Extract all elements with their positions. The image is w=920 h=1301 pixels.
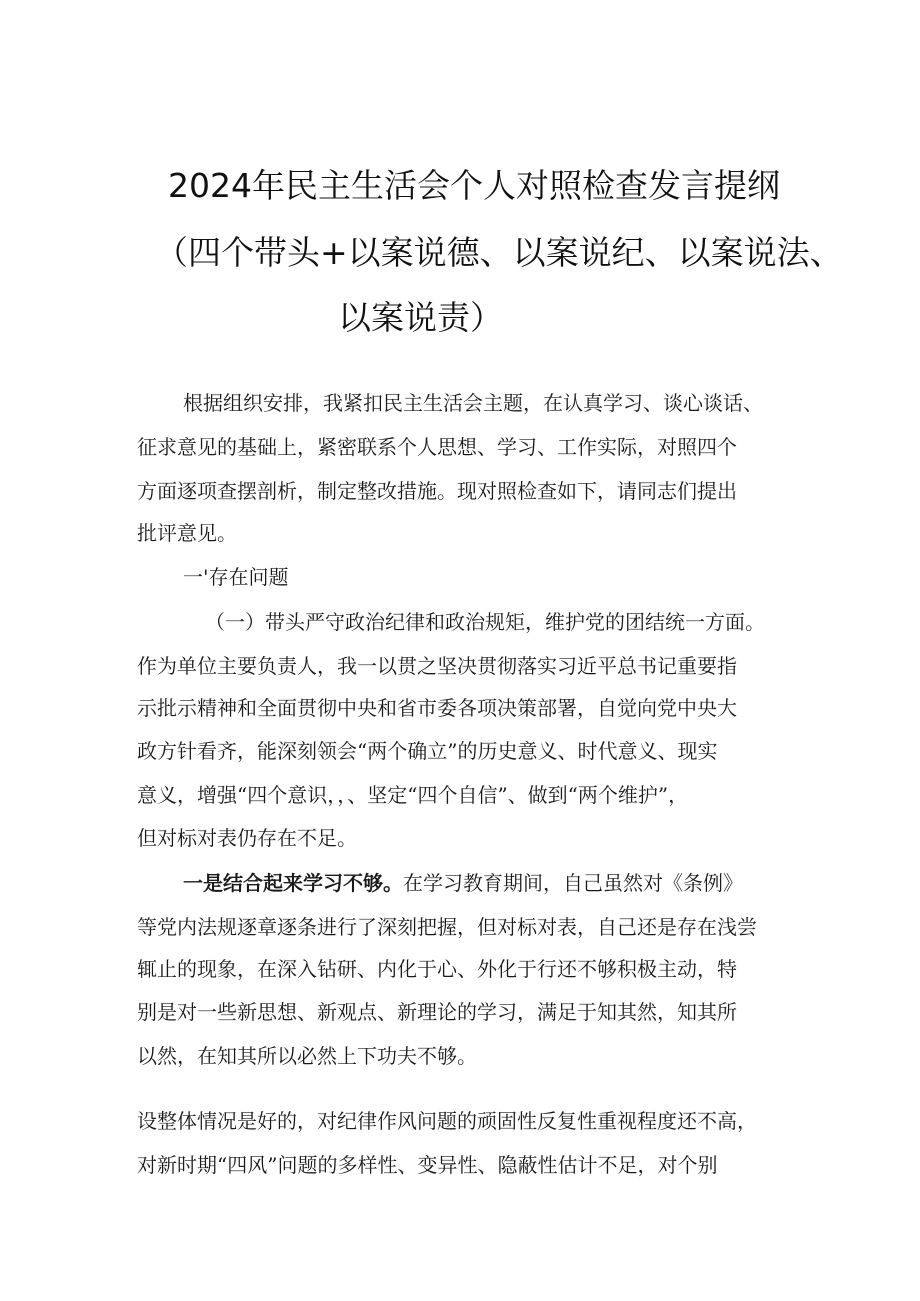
subsection-line-4: 政方针看齐，能深刻领会“两个确立”的历史意义、时代意义、现实 [137, 739, 718, 763]
document-title-line-2: （四个带头+以案说德、以案说纪、以案说法、 [155, 233, 843, 272]
point-1-line-3: 辄止的现象，在深入钻研、内化于心、外化于行还不够积极主动，特 [137, 957, 737, 981]
intro-line-1: 根据组织安排，我紧扣民主生活会主题，在认真学习、谈心谈话、 [183, 391, 763, 415]
tail-line-2: 对新时期“四风”问题的多样性、变异性、隐蔽性估计不足，对个别 [137, 1153, 718, 1177]
point-1-line-5: 以然，在知其所以必然上下功夫不够。 [137, 1044, 477, 1068]
intro-line-4: 批评意见。 [137, 521, 237, 545]
subsection-line-6: 但对标对表仍存在不足。 [137, 826, 357, 850]
point-1-first-line [183, 869, 743, 897]
document-title-line-3: 以案说责） [338, 298, 503, 337]
tail-line-1: 设整体情况是好的，对纪律作风问题的顽固性反复性重视程度还不高， [137, 1109, 757, 1133]
subsection-line-1: （一）带头严守政治纪律和政治规矩，维护党的团结统一方面。 [205, 610, 765, 634]
document-title-line-1: 2024年民主生活会个人对照检查发言提纲 [168, 166, 780, 205]
intro-line-2: 征求意见的基础上，紧密联系个人思想、学习、工作实际，对照四个 [137, 435, 737, 459]
intro-line-3: 方面逐项查摆剖析，制定整改措施。现对照检查如下，请同志们提出 [137, 479, 737, 503]
subsection-line-2: 作为单位主要负责人，我一以贯之坚决贯彻落实习近平总书记重要指 [137, 654, 737, 678]
point-1-line-4: 别是对一些新思想、新观点、新理论的学习，满足于知其然，知其所 [137, 1000, 737, 1024]
subsection-line-5: 意义，增强“四个意识，，、坚定“四个自信”、做到“两个维护”， [137, 783, 689, 807]
point-1-heading: 一是结合起来学习不够。 [183, 871, 403, 895]
section-heading: 一'存在问题 [183, 565, 289, 589]
point-1-line-2: 等党内法规逐章逐条进行了深刻把握，但对标对表，自己还是存在浅尝 [137, 915, 757, 939]
point-1-text: 在学习教育期间，自己虽然对《条例》 [403, 871, 743, 895]
subsection-line-3: 示批示精神和全面贯彻中央和省市委各项决策部署，自觉向党中央大 [137, 696, 737, 720]
